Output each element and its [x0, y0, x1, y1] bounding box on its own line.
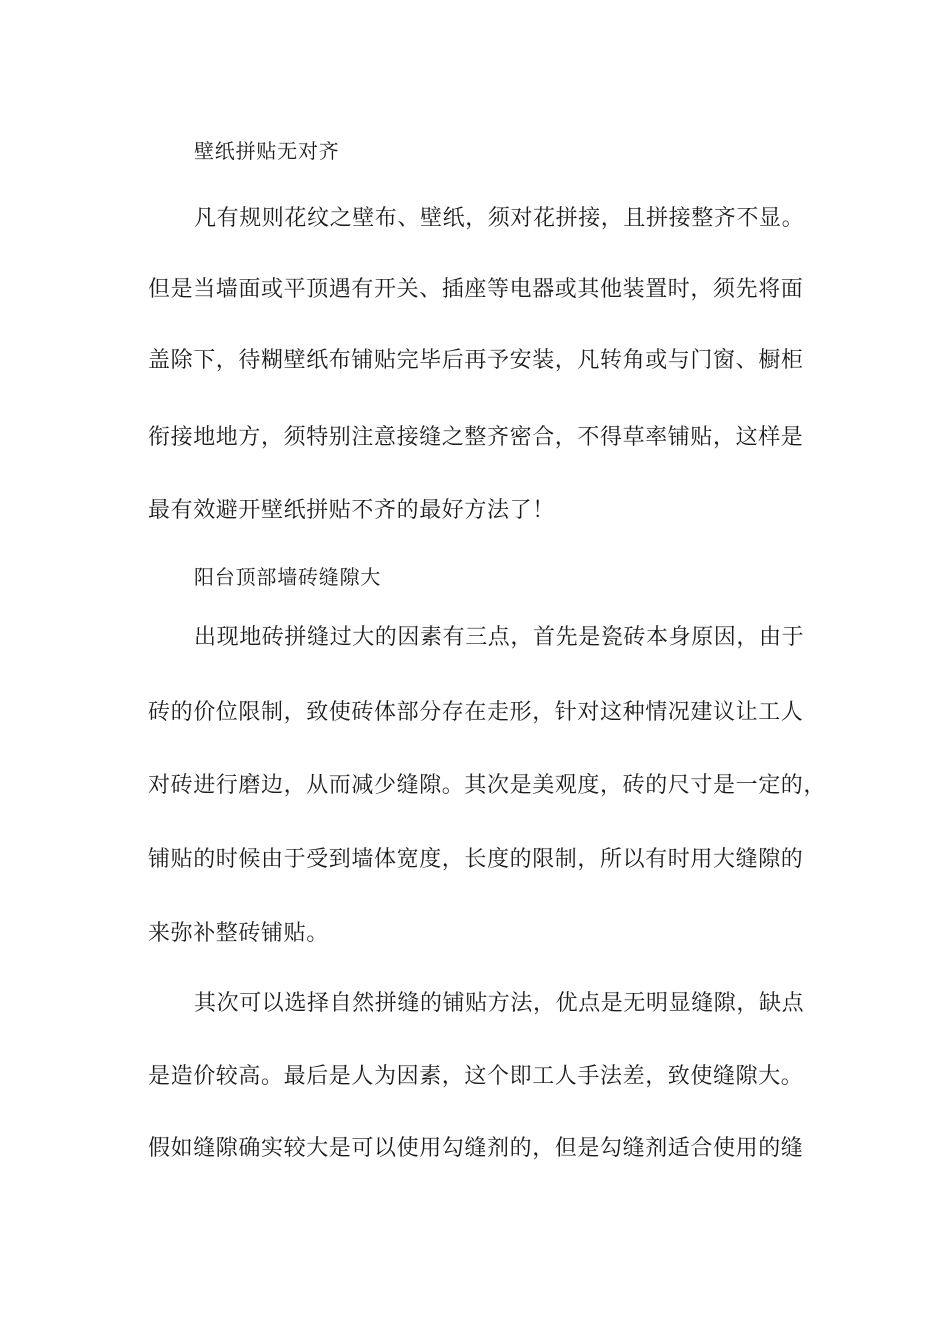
paragraph-line: 其次可以选择自然拼缝的铺贴方法，优点是无明显缝隙，缺点	[194, 991, 805, 1016]
paragraph-line: 来弥补整砖铺贴。	[148, 921, 329, 946]
paragraph-line: 砖的价位限制，致使砖体部分存在走形，针对这种情况建议让工人	[148, 700, 804, 725]
paragraph-line: 最有效避开壁纸拼贴不齐的最好方法了！	[148, 498, 555, 523]
paragraph-line: 盖除下，待糊壁纸布铺贴完毕后再予安装，凡转角或与门窗、橱柜	[148, 348, 804, 373]
paragraph-line: 凡有规则花纹之壁布、壁纸，须对花拼接，且拼接整齐不显。	[194, 206, 805, 231]
paragraph-line: 假如缝隙确实较大是可以使用勾缝剂的，但是勾缝剂适合使用的缝	[148, 1136, 804, 1161]
paragraph-line: 铺贴的时候由于受到墙体宽度，长度的限制，所以有时用大缝隙的	[148, 847, 804, 872]
paragraph-line: 但是当墙面或平顶遇有开关、插座等电器或其他装置时，须先将面	[148, 277, 804, 302]
paragraph-line: 出现地砖拼缝过大的因素有三点，首先是瓷砖本身原因，由于	[194, 625, 805, 650]
section-heading-wallpaper: 壁纸拼贴无对齐	[194, 139, 340, 163]
section-heading-balcony-tiles: 阳台顶部墙砖缝隙大	[194, 565, 382, 589]
paragraph-line: 衔接地地方，须特别注意接缝之整齐密合，不得草率铺贴，这样是	[148, 425, 804, 450]
paragraph-line: 对砖进行磨边，从而减少缝隙。其次是美观度，砖的尺寸是一定的，	[148, 773, 827, 798]
paragraph-line: 是造价较高。最后是人为因素，这个即工人手法差，致使缝隙大。	[148, 1064, 804, 1089]
